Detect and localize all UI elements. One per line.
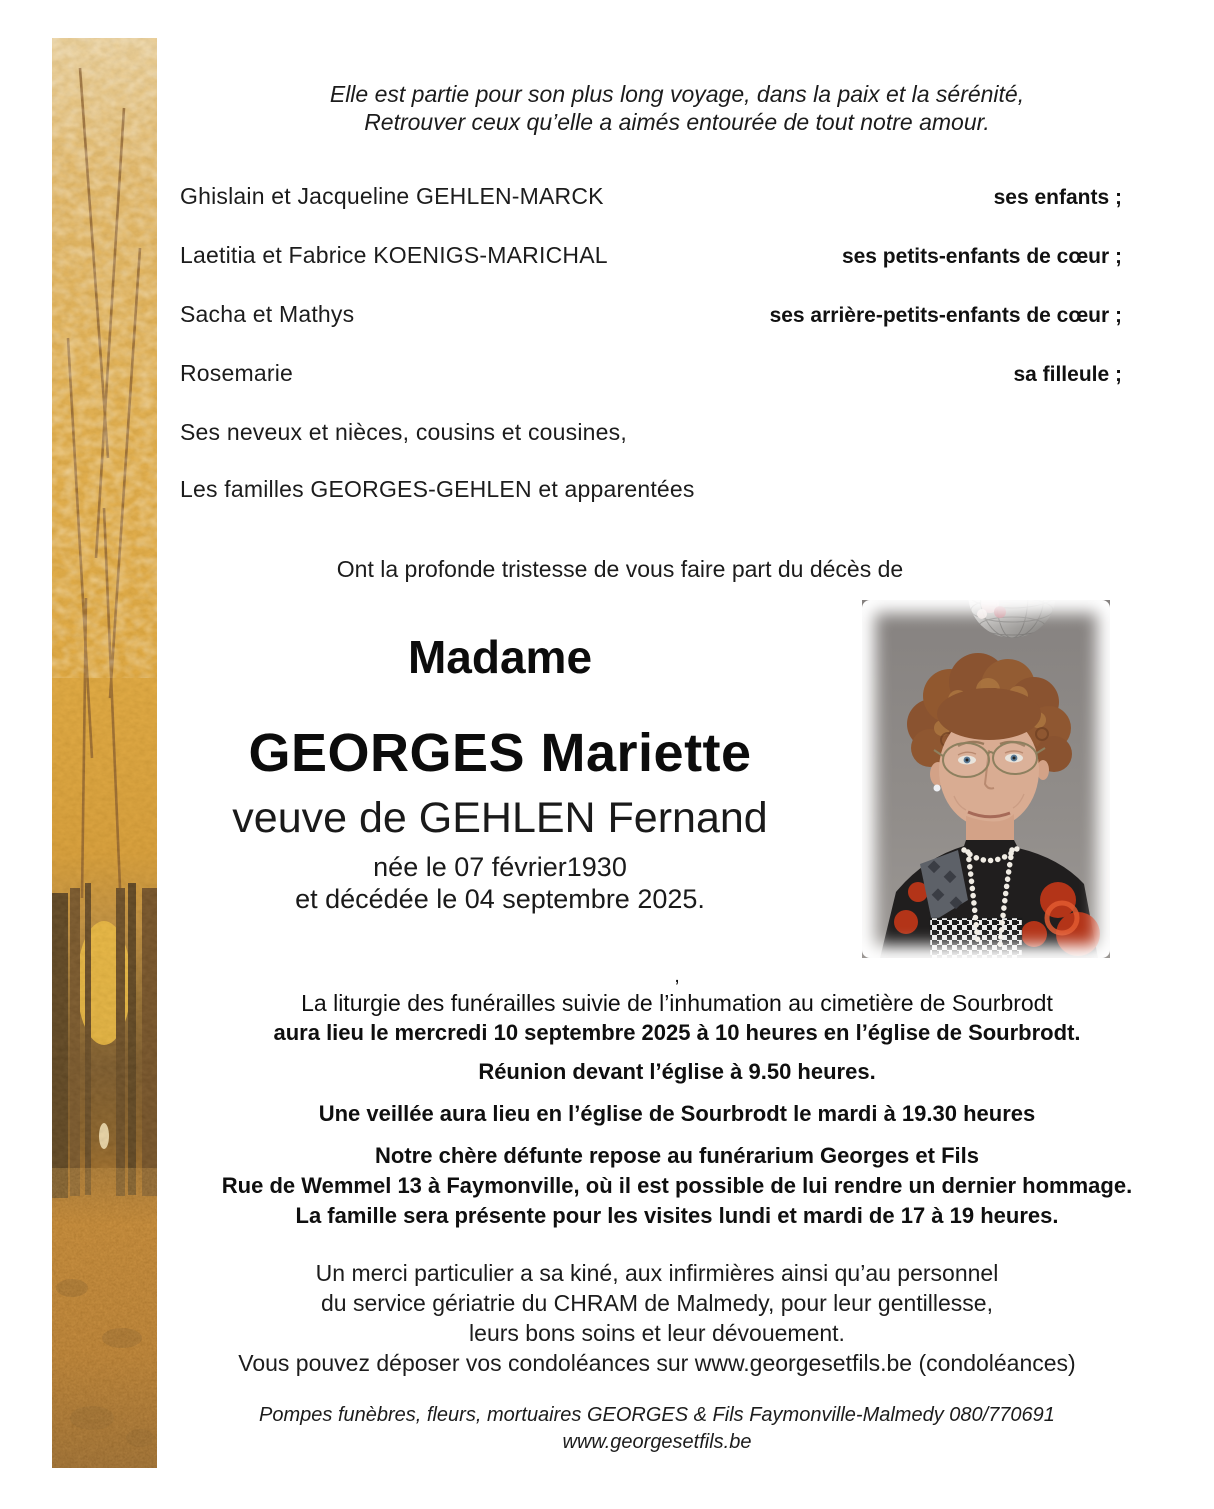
deceased-name: GEORGES Mariette xyxy=(248,723,752,783)
family-row xyxy=(180,243,1122,269)
thanks-line-1: Un merci particulier a sa kiné, aux infirmières ainsi qu’au personnel xyxy=(315,1260,999,1286)
family-relation: ses petits-enfants de cœur ; xyxy=(841,245,1122,268)
deceased-widow-line: veuve de GEHLEN Fernand xyxy=(232,794,768,842)
deceased-title: Madame xyxy=(407,631,593,683)
repose-line-2: Rue de Wemmel 13 à Faymonville, où il est possible de lui rendre un dernier hommage. xyxy=(221,1173,1133,1198)
thanks-line-3: leurs bons soins et leur dévouement. xyxy=(469,1320,845,1346)
reunion-line: Réunion devant l’église à 9.50 heures. xyxy=(478,1059,876,1084)
spacer xyxy=(170,1087,1184,1099)
deceased-death-line: et décédée le 04 septembre 2025. xyxy=(295,884,705,914)
condolences-line: Vous pouvez déposer vos condoléances sur www.georgesetfils.be (condoléances) xyxy=(238,1350,1076,1376)
ceremony-section xyxy=(170,966,1184,1231)
announcement-line: Ont la profonde tristesse de vous faire part du décès de xyxy=(336,556,904,582)
family-names: Rosemarie xyxy=(180,360,294,386)
repose-line-1: Notre chère défunte repose au funérarium Georges et Fils xyxy=(375,1143,979,1168)
portrait-illustration xyxy=(862,600,1110,958)
spacer xyxy=(170,1048,1184,1057)
family-row xyxy=(180,302,1122,328)
family-names: Ghislain et Jacqueline GEHLEN-MARCK xyxy=(180,183,604,209)
vigil-line: Une veillée aura lieu en l’église de Sourbrodt le mardi à 19.30 heures xyxy=(318,1101,1036,1126)
leaf-texture xyxy=(52,1168,157,1468)
sky-patches xyxy=(52,38,157,678)
epitaph xyxy=(170,80,1184,136)
autumn-trees-illustration xyxy=(52,38,157,1468)
deceased-portrait-photo xyxy=(862,600,1110,958)
family-row xyxy=(180,420,1122,444)
funeral-home-website: www.georgesetfils.be xyxy=(562,1431,752,1453)
family-row xyxy=(180,477,1122,501)
funeral-home-line: Pompes funèbres, fleurs, mortuaires GEORGES & Fils Faymonville-Malmedy 080/770691 xyxy=(259,1404,1055,1426)
family-relation: sa filleule ; xyxy=(1013,363,1122,386)
family-names: Sacha et Mathys xyxy=(180,301,355,327)
thanks-line-2: du service gériatrie du CHRAM de Malmedy, pour leur gentillesse, xyxy=(321,1290,993,1316)
footer xyxy=(150,1402,1164,1456)
family-relation: ses arrière-petits-enfants de cœur ; xyxy=(769,304,1122,327)
deceased-birth-line: née le 07 février1930 xyxy=(373,852,627,882)
stray-comma: , xyxy=(674,965,680,987)
family-relation: ses enfants ; xyxy=(993,186,1122,209)
family-row xyxy=(180,184,1122,210)
repose-line-3: La famille sera présente pour les visites lundi et mardi de 17 à 19 heures. xyxy=(295,1203,1059,1228)
family-names: Laetitia et Fabrice KOENIGS-MARICHAL xyxy=(180,242,608,268)
spacer xyxy=(170,1129,1184,1141)
family-row xyxy=(180,361,1122,387)
thanks-section xyxy=(150,1258,1164,1378)
earring xyxy=(934,785,941,792)
liturgy-line-2: aura lieu le mercredi 10 septembre 2025 à 10 heures en l’église de Sourbrodt. xyxy=(273,1020,1081,1045)
autumn-trees-photo xyxy=(52,38,157,1468)
family-names: Les familles GEORGES-GEHLEN et apparentées xyxy=(180,476,695,502)
family-list xyxy=(180,184,1122,534)
liturgy-line-1: La liturgie des funérailles suivie de l’inhumation au cimetière de Sourbrodt xyxy=(301,990,1053,1016)
epitaph-line-1: Elle est partie pour son plus long voyage, dans la paix et la sérénité, xyxy=(329,81,1025,107)
epitaph-line-2: Retrouver ceux qu’elle a aimés entourée de tout notre amour. xyxy=(364,109,990,135)
family-names: Ses neveux et nièces, cousins et cousines, xyxy=(180,419,627,445)
